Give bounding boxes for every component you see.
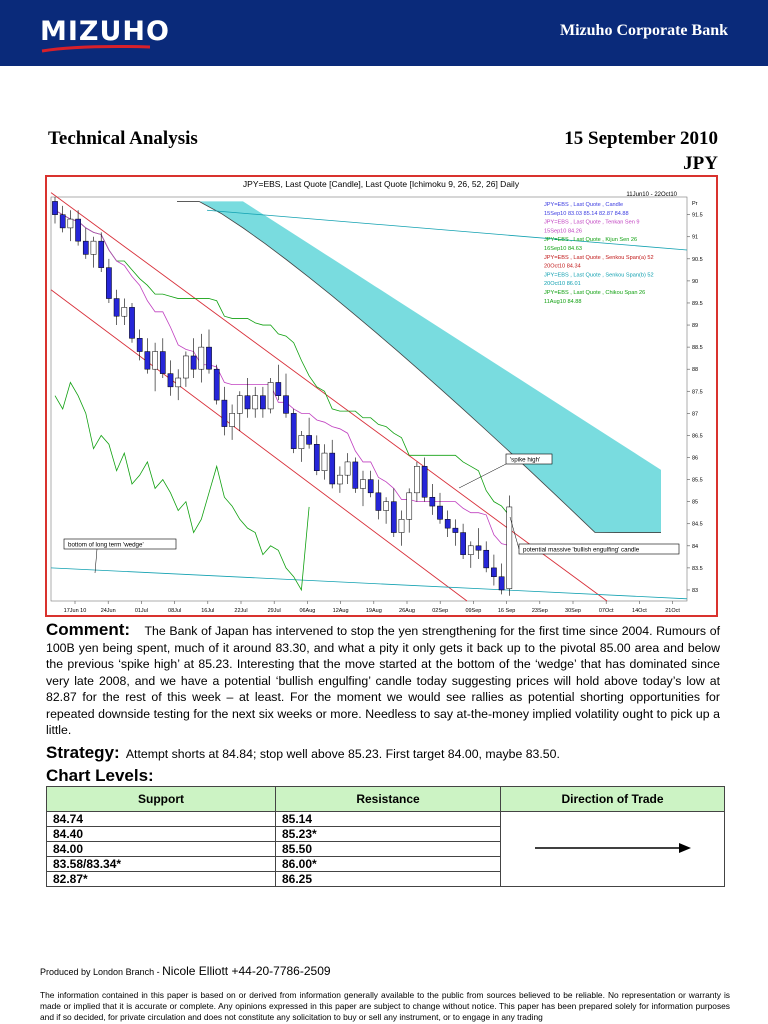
resistance-cell: 85.50 (276, 842, 501, 857)
support-cell: 83.58/83.34* (47, 857, 276, 872)
candle-body (99, 241, 104, 267)
y-tick-label: 89 (692, 323, 699, 330)
strategy-text: Attempt shorts at 84.84; stop well above 85.23. First target 84.00, maybe 83.50. (125, 747, 560, 761)
x-tick-label: 06Aug (299, 608, 316, 614)
candle-body (137, 338, 142, 351)
candle-body (453, 528, 458, 532)
candle-body (476, 546, 481, 550)
legend-entry: JPY=EBS , Last Quote , Senkou Span(b) 52 (544, 272, 654, 279)
candle-body (407, 493, 412, 519)
candle-body (168, 374, 173, 387)
candle-body (122, 307, 127, 316)
legend-entry: JPY=EBS , Last Quote , Tenkan Sen 9 (544, 219, 640, 226)
candle-body (68, 219, 73, 228)
legend-entry: JPY=EBS , Last Quote , Kijun Sen 26 (544, 237, 638, 244)
wedge-pointer (95, 549, 97, 573)
resistance-cell: 86.00* (276, 857, 501, 872)
candle-body (276, 382, 281, 395)
candle-body (399, 519, 404, 532)
x-tick-label: 23Sep (531, 608, 548, 614)
direction-cell (501, 812, 725, 887)
spike-high-pointer (459, 464, 506, 488)
y-tick-label: 88.5 (692, 345, 703, 352)
y-tick-label: 85 (692, 499, 699, 506)
candle-body (183, 356, 188, 378)
wedge-annotation: bottom of long term 'wedge' (68, 541, 144, 549)
candle-body (445, 519, 450, 528)
legend-entry: 15Sep10 84.26 (544, 228, 582, 235)
contact-line: Nicole Elliott +44-20-7786-2509 (162, 964, 331, 978)
y-tick-label: 90.5 (692, 256, 703, 263)
candle-body (230, 413, 235, 426)
candle-body (76, 219, 81, 241)
direction-header: Direction of Trade (501, 787, 725, 812)
comment-label: Comment: (46, 620, 131, 639)
y-tick-label: 86.5 (692, 433, 703, 440)
candle-body (176, 378, 181, 387)
candle-body (322, 453, 327, 471)
legend-entry: JPY=EBS , Last Quote , Chikou Span 26 (544, 290, 646, 296)
support-cell: 84.40 (47, 827, 276, 842)
x-tick-label: 22Jul (234, 608, 248, 614)
candle-body (507, 507, 512, 589)
chart-frame (45, 175, 718, 617)
x-tick-label: 08Jul (168, 608, 182, 614)
x-tick-label: 16Jul (201, 608, 215, 614)
comment-text: The Bank of Japan has intervened to stop the yen strengthening for the first time since 2004. Rumours of 100B yen being spent, much of it around 83.30, and what a pity it only gets it back up to the pivotal 85.00 area and below the previous ‘spike high’ at 85.23. Interesting that the move started at the bottom of the ‘wedge’ that has dominated since very late 2008, and we have a potential ‘bullish engulfing’ candle today suggesting prices will hold above today’s low at 82.87 for the rest of this week – at least. For the moment we would see rallies as potential shorting opportunities for repeated downside testing for the next six weeks or more. Needless to say at-the-money implied volatility ought to pick up a little. (46, 624, 720, 737)
candle-body (83, 241, 88, 254)
candle-body (214, 369, 219, 400)
resistance-cell: 86.25 (276, 872, 501, 887)
candle-body (237, 396, 242, 414)
x-tick-label: 29Jul (267, 608, 281, 614)
resistance-header: Resistance (276, 787, 501, 812)
x-tick-label: 26Aug (399, 608, 415, 614)
candle-body (307, 435, 312, 444)
candle-body (337, 475, 342, 484)
x-tick-label: 21Oct (665, 608, 680, 614)
y-tick-label: 91 (692, 234, 699, 241)
support-cell: 84.00 (47, 842, 276, 857)
candle-body (422, 466, 427, 497)
table-header-row (47, 787, 725, 812)
x-tick-label: 07Oct (598, 608, 614, 614)
candle-body (376, 493, 381, 511)
y-tick-label: 90 (692, 278, 699, 285)
right-arrow-icon (533, 841, 693, 855)
chart-levels-table (46, 786, 725, 887)
candle-body (260, 396, 265, 409)
legend-entry: JPY=EBS , Last Quote , Senkou Span(a) 52 (544, 254, 654, 261)
chart-levels-title: Chart Levels: (46, 766, 154, 785)
candle-body (391, 502, 396, 533)
wedge-line (51, 568, 687, 599)
candle-body (91, 241, 96, 254)
candle-body (106, 268, 111, 299)
candle-body (353, 462, 358, 488)
x-tick-label: 02Sep (432, 608, 449, 614)
table-row (47, 812, 725, 827)
resistance-cell: 85.14 (276, 812, 501, 827)
y-tick-label: 87.5 (692, 389, 703, 396)
candlestick-chart (47, 177, 716, 615)
x-tick-label: 14Oct (632, 608, 647, 614)
candle-body (283, 396, 288, 414)
disclaimer: The information contained in this paper is based on or derived from information generally available to the public from sources believed to be reliable. No representation or warranty is made or implied that it is accurate or complete. Any opinions expressed in this paper are subject to change without notice. This paper has been prepared solely for information purposes and if so decided, for private circulation and does not constitute any solicitation to buy or sell any instrument, or to engage in any trading (40, 990, 730, 1022)
comment-section (46, 622, 720, 739)
engulfing-annotation: potential massive 'bullish engulfing' candle (523, 546, 640, 554)
candle-body (461, 533, 466, 555)
candle-body (268, 382, 273, 408)
y-tick-label: 84 (692, 543, 699, 550)
candle-body (60, 215, 65, 228)
x-tick-label: 24Jun (100, 608, 116, 614)
candle-body (206, 347, 211, 369)
y-tick-label: 84.5 (692, 521, 703, 528)
spike-high-annotation: 'spike high' (510, 456, 541, 464)
candle-body (499, 577, 504, 590)
y-tick-label: 91.5 (692, 212, 703, 219)
strategy-section (46, 743, 560, 763)
y-tick-label: 83 (692, 587, 699, 594)
candle-body (414, 466, 419, 492)
candle-body (345, 462, 350, 475)
legend-entry: JPY=EBS , Last Quote , Candle (544, 202, 624, 208)
mizuho-logo: MIZUHO (40, 16, 170, 47)
report-currency: JPY (683, 153, 718, 174)
candle-body (430, 497, 435, 506)
chart-title: JPY=EBS, Last Quote [Candle], Last Quote [Ichimoku 9, 26, 52, 26] Daily (242, 179, 520, 189)
chart-date-range: 11Jun10 - 22Oct10 (626, 192, 677, 198)
candle-body (114, 299, 119, 317)
candle-body (291, 413, 296, 448)
legend-entry: 11Aug10 84.88 (544, 298, 582, 305)
logo-swoosh-icon (40, 44, 152, 54)
y-tick-label: 88 (692, 367, 699, 374)
x-tick-label: 30Sep (565, 608, 581, 614)
candle-body (437, 506, 442, 519)
candle-body (153, 352, 158, 370)
x-tick-label: 16 Sep (497, 608, 516, 614)
bank-name: Mizuho Corporate Bank (560, 22, 728, 39)
produced-by-label: Produced by London Branch - (40, 967, 160, 977)
candle-body (360, 480, 365, 489)
legend-entry: 20Oct10 86.01 (544, 281, 581, 288)
candle-body (199, 347, 204, 369)
candle-body (52, 201, 57, 214)
legend-entry: 15Sep10 83.03 85.14 82.87 84.88 (544, 210, 629, 217)
candle-body (145, 352, 150, 370)
candle-body (245, 396, 250, 409)
candle-body (299, 435, 304, 448)
candle-body (368, 480, 373, 493)
candle-body (491, 568, 496, 577)
y-tick-label: 85.5 (692, 477, 703, 484)
chikou-span-line (55, 382, 309, 590)
y-axis-unit: Pr (692, 201, 698, 207)
legend-entry: 20Oct10 84.34 (544, 263, 581, 270)
report-title: Technical Analysis (48, 128, 198, 149)
support-cell: 84.74 (47, 812, 276, 827)
support-cell: 82.87* (47, 872, 276, 887)
candle-body (160, 352, 165, 374)
y-tick-label: 83.5 (692, 565, 703, 572)
candle-body (384, 502, 389, 511)
support-header: Support (47, 787, 276, 812)
produced-by (40, 964, 331, 978)
header-banner (0, 0, 768, 66)
candle-body (314, 444, 319, 470)
legend-entry: 16Sep10 84.63 (544, 246, 582, 252)
x-tick-label: 09Sep (465, 608, 482, 614)
report-date: 15 September 2010 (564, 128, 718, 149)
candle-body (468, 546, 473, 555)
x-tick-label: 01Jul (134, 608, 148, 614)
y-tick-label: 86 (692, 455, 699, 462)
candle-body (222, 400, 227, 426)
x-tick-label: 12Aug (332, 608, 349, 614)
x-tick-label: 17Jun 10 (63, 608, 87, 614)
x-tick-label: 19Aug (365, 608, 382, 614)
strategy-label: Strategy: (46, 743, 120, 762)
candle-body (330, 453, 335, 484)
candle-body (484, 550, 489, 568)
y-tick-label: 89.5 (692, 300, 703, 307)
candle-body (191, 356, 196, 369)
resistance-cell: 85.23* (276, 827, 501, 842)
y-tick-label: 87 (692, 411, 699, 418)
candle-body (253, 396, 258, 409)
candle-body (129, 307, 134, 338)
